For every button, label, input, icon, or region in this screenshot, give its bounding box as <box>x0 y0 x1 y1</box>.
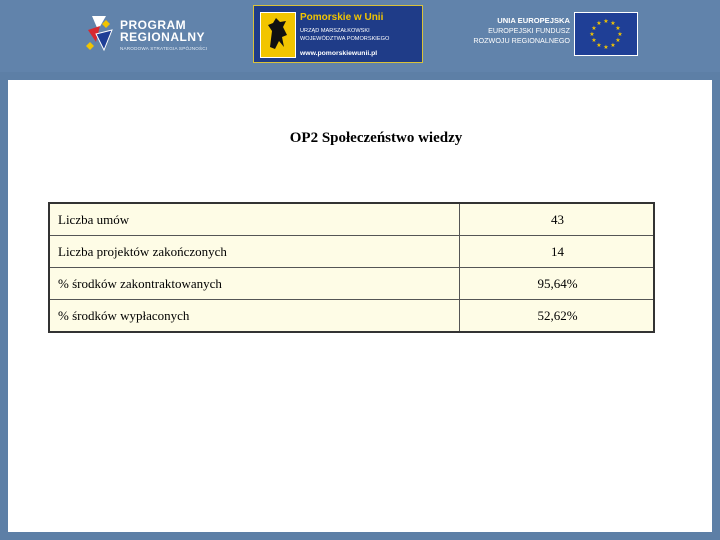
eu-logo-title: UNIA EUROPEJSKA <box>497 16 570 25</box>
svg-text:★: ★ <box>596 20 602 27</box>
program-logo-subtitle: NARODOWA STRATEGIA SPÓJNOŚCI <box>120 46 208 51</box>
eu-logo-line1: EUROPEJSKI FUNDUSZ <box>488 26 570 35</box>
svg-text:★: ★ <box>596 42 602 49</box>
program-logo-title-line1: PROGRAM <box>120 18 187 32</box>
row-label: % środków wypłaconych <box>49 300 460 333</box>
svg-text:★: ★ <box>610 42 616 49</box>
pomorskie-logo-line2: WOJEWÓDZTWA POMORSKIEGO <box>300 36 390 42</box>
row-label: Liczba umów <box>49 203 460 236</box>
row-label: Liczba projektów zakończonych <box>49 236 460 268</box>
svg-text:★: ★ <box>617 31 623 38</box>
svg-text:★: ★ <box>615 25 621 32</box>
svg-text:★: ★ <box>615 37 621 44</box>
pomorskie-logo-url: www.pomorskiewunii.pl <box>300 50 378 57</box>
program-logo-title-line2: REGIONALNY <box>120 30 206 44</box>
pomorskie-logo-line1: URZĄD MARSZAŁKOWSKI <box>300 28 370 34</box>
program-regionalny-emblem-icon <box>86 12 118 56</box>
slide-content <box>8 80 712 532</box>
eu-logo-text <box>440 16 570 46</box>
row-label: % środków zakontraktowanych <box>49 268 460 300</box>
svg-text:★: ★ <box>603 18 609 25</box>
pomorskie-logo-title: Pomorskie w Unii <box>300 12 384 23</box>
svg-text:★: ★ <box>603 44 609 51</box>
table-row <box>49 268 654 300</box>
header-banner <box>0 0 720 72</box>
row-value: 95,64% <box>460 268 655 300</box>
table-row <box>49 300 654 333</box>
program-regionalny-logo <box>86 12 236 60</box>
table-row <box>49 236 654 268</box>
svg-text:★: ★ <box>610 20 616 27</box>
svg-text:★: ★ <box>591 25 597 32</box>
statistics-table <box>48 202 655 333</box>
row-value: 43 <box>460 203 655 236</box>
row-value: 52,62% <box>460 300 655 333</box>
table-row <box>49 203 654 236</box>
slide-title: OP2 Społeczeństwo wiedzy <box>289 130 463 146</box>
row-value: 14 <box>460 236 655 268</box>
eu-logo-line2: ROZWOJU REGIONALNEGO <box>473 36 570 45</box>
svg-text:★: ★ <box>591 37 597 44</box>
eu-flag-icon <box>574 12 638 56</box>
svg-text:★: ★ <box>589 31 595 38</box>
pomorskie-w-unii-logo <box>253 5 423 63</box>
griffin-crest-icon <box>260 12 296 58</box>
